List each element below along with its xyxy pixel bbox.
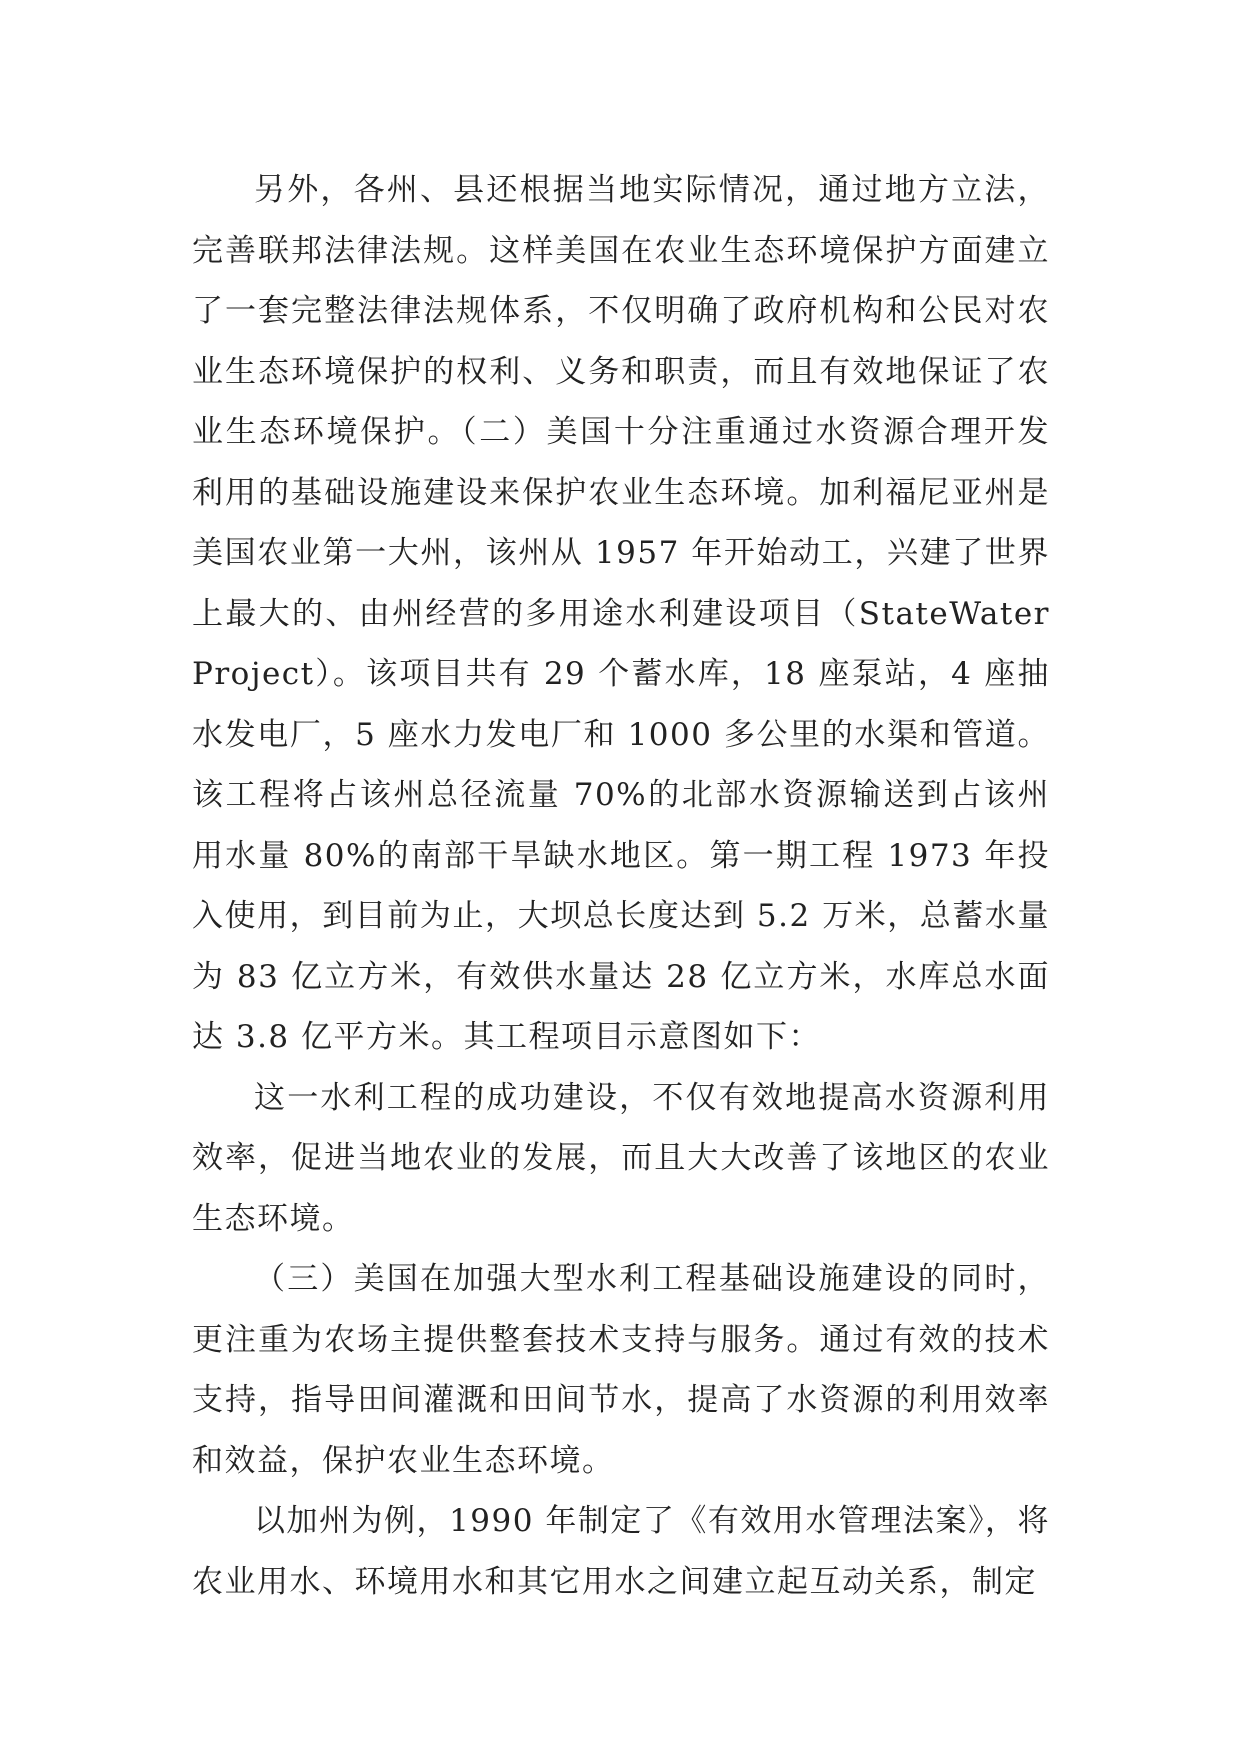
- paragraph-project-benefits: 这一水利工程的成功建设，不仅有效地提高水资源利用效率，促进当地农业的发展，而且大大改善了该地区的农业生态环境。: [192, 1079, 1050, 1237]
- paragraph-legislation-and-water-project: 另外，各州、县还根据当地实际情况，通过地方立法，完善联邦法律法规。这样美国在农业生态环境保护方面建立了一套完整法律法规体系，不仅明确了政府机构和公民对农业生态环境保护的权利、义务和职责，而且有效地保证了农业生态环境保护。（二）美国十分注重通过水资源合理开发利用的基础设施建设来保护农业生态环境。加利福尼亚州是美国农业第一大州，该州从 1957 年开始动工，兴建了世界上最大的、由州经营的多用途水利建设项目（StateWaterProject）。该项目共有 29 个蓄水库，18 座泵站，4 座抽水发电厂，5 座水力发电厂和 1000 多公里的水渠和管道。该工程将占该州总径流量 70%的北部水资源输送到占该州用水量 80%的南部干旱缺水地区。第一期工程 1973 年投入使用，到目前为止，大坝总长度达到 5.2 万米，总蓄水量为 83 亿立方米，有效供水量达 28 亿立方米，水库总水面达 3.8 亿平方米。其工程项目示意图如下：: [192, 172, 1050, 1055]
- paragraph-california-example: 以加州为例，1990 年制定了《有效用水管理法案》，将农业用水、环境用水和其它用水之间建立起互动关系，制定: [192, 1503, 1050, 1600]
- document-body: [192, 160, 1050, 1612]
- paragraph-technical-support: （三）美国在加强大型水利工程基础设施建设的同时，更注重为农场主提供整套技术支持与服务。通过有效的技术支持，指导田间灌溉和田间节水，提高了水资源的利用效率和效益，保护农业生态环境。: [192, 1261, 1050, 1479]
